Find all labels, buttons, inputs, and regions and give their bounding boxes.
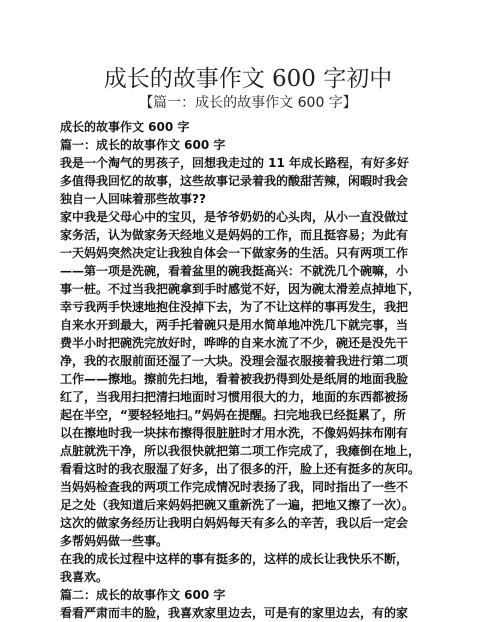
body-line: 看看这时的我衣服湿了好多，出了很多的汗，脸上还有挺多的灰印。 — [60, 462, 421, 476]
chapter-heading: 篇一：成长的故事作文 600 字 — [60, 138, 226, 152]
body-line: 幸亏我两手快速地抱住没掉下去，为了不让这样的事再发生，我把 — [60, 300, 409, 314]
body-line-cut: 看看严肃而丰的脸，我喜欢家里边去，可是有的家里边去，有的家 — [60, 606, 409, 620]
body-line: 家务活，认为做家务天经地义是妈妈的工作，而且挺容易；为此有 — [60, 228, 409, 242]
body-line: 事一桩。不过当我把碗拿到手时感觉不好，因为碗太滑差点掉地下， — [60, 282, 421, 296]
chapter-heading: 篇二：成长的故事作文 600 字 — [60, 588, 226, 602]
body-line: 在我的成长过程中这样的事有挺多的，这样的成长让我快乐不断， — [60, 552, 409, 566]
document-subtitle: 【篇一：成长的故事作文 600 字】 — [139, 95, 357, 111]
document-body — [60, 118, 444, 620]
body-line: 点脏就洗干净，所以我很快就把第二项工作完成了，我瘫倒在地上， — [60, 444, 421, 458]
document-title: 成长的故事作文 600 字初中 — [103, 66, 393, 92]
body-line: 起在半空，“要轻轻地扫。”妈妈在提醒。扫完地我已经挺累了，所 — [60, 408, 406, 422]
body-line: 工作——擦地。擦前先扫地，看着被我扔得到处是纸屑的地面我脸 — [60, 372, 409, 386]
body-line: 我喜欢。 — [60, 570, 109, 584]
body-line: 足之处（我知道后来妈妈把碗又重新洗了一遍，把地又擦了一次）。 — [60, 498, 415, 512]
body-line: 我是一个淘气的男孩子，回想我走过的 11 年成长路程，有好多好 — [60, 156, 410, 170]
body-line: 这次的做家务经历让我明白妈妈每天有多么的辛苦，我以后一定会 — [60, 516, 409, 530]
body-line: 当妈妈检查我的两项工作完成情况时表扬了我，同时指出了一些不 — [60, 480, 409, 494]
body-line: 独自一人回味着那些故事?? — [60, 192, 206, 206]
body-line: ——第一项是洗碗，看着盆里的碗我挺高兴：不就洗几个碗嘛，小 — [60, 264, 409, 278]
body-line: 家中我是父母心中的宝贝，是爷爷奶奶的心头肉，从小一直没做过 — [60, 210, 409, 224]
body-line: 以在擦地时我一块抹布擦得很脏脏时才用水洗，不像妈妈抹布刚有 — [60, 426, 409, 440]
section-heading: 成长的故事作文 600 字 — [60, 120, 190, 134]
body-line: 多值得我回忆的故事，这些故事记录着我的酸甜苦辣，闲暇时我会 — [60, 174, 409, 188]
body-line: 一天妈妈突然决定让我独自体会一下做家务的生活。只有两项工作 — [60, 246, 409, 260]
body-line: 费半小时把碗洗完放好时，哗哗的自来水流了不少，碗还是没先干 — [60, 336, 409, 350]
body-line: 多帮妈妈做一些事。 — [60, 534, 169, 548]
body-line: 红了，当我用扫把清扫地面时习惯用很大的力，地面的东西都被扬 — [60, 390, 409, 404]
body-line: 自来水开到最大，两手托着碗只是用水简单地冲洗几下就完事，当 — [60, 318, 409, 332]
body-line: 净，我的衣服前面还湿了一大块。没理会湿衣服接着我进行第二项 — [60, 354, 409, 368]
